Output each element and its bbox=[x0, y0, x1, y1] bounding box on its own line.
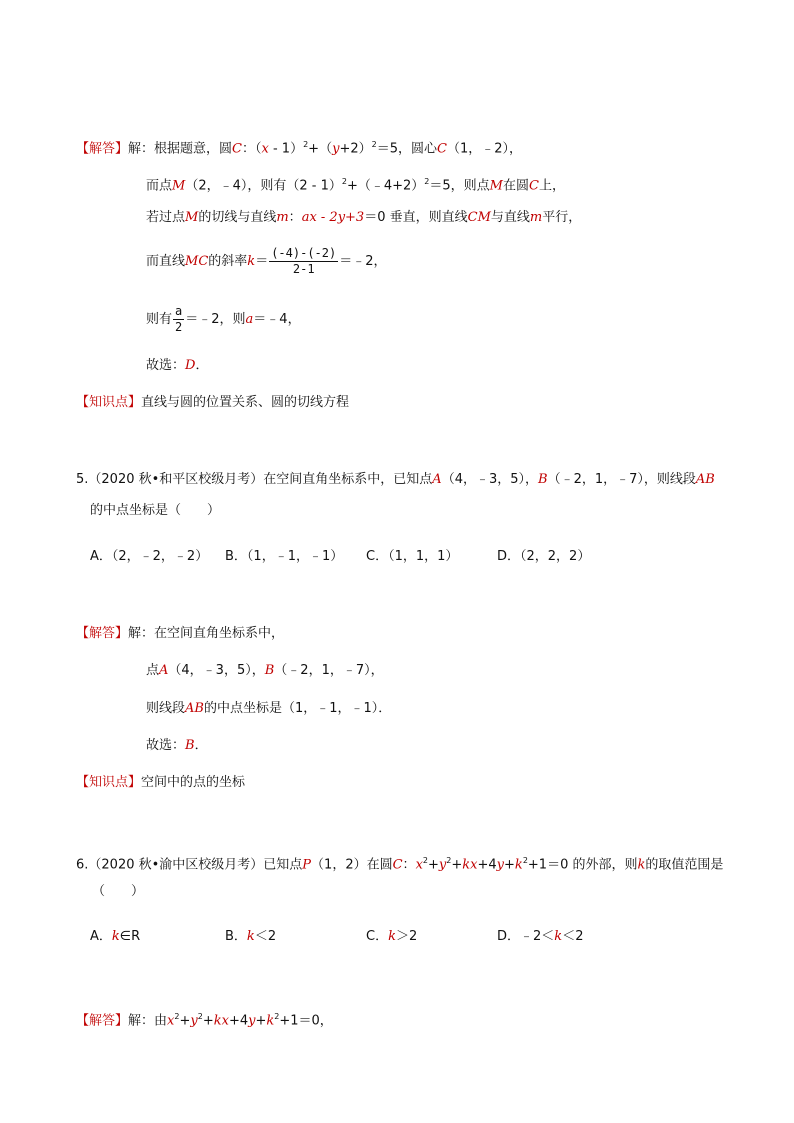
var-M: M bbox=[489, 178, 503, 194]
text: ． bbox=[194, 738, 208, 753]
var-k: k bbox=[514, 857, 523, 873]
var-x: x bbox=[167, 1013, 175, 1029]
var-m: m bbox=[276, 210, 289, 225]
var-y: y bbox=[190, 1013, 198, 1029]
text: + bbox=[179, 1013, 191, 1029]
option-text: ＜2 bbox=[562, 929, 584, 944]
var-k: k bbox=[388, 929, 396, 944]
text: 上， bbox=[538, 178, 565, 194]
var-x: x bbox=[415, 857, 423, 873]
text: ＝ bbox=[255, 254, 269, 269]
superscript: 2 bbox=[371, 140, 377, 149]
text: （1，2）在圆 bbox=[311, 857, 393, 873]
q4-solution-line-4 bbox=[146, 244, 387, 280]
q4-solution-line-3 bbox=[146, 209, 581, 227]
option-label: C． bbox=[366, 929, 389, 944]
q6-option-c bbox=[366, 928, 417, 946]
option-label: B． bbox=[225, 929, 247, 944]
var-m: m bbox=[529, 210, 543, 225]
var-MC: MC bbox=[185, 254, 209, 269]
text: 故选： bbox=[146, 358, 186, 373]
superscript: 2 bbox=[197, 1012, 203, 1021]
var-k: k bbox=[246, 929, 255, 944]
text: ＝0 垂直，则直线 bbox=[364, 210, 468, 225]
q5-option-c: C．（1，1，1） bbox=[366, 549, 459, 564]
var-B: B bbox=[538, 472, 548, 487]
text: +4 bbox=[228, 1013, 249, 1029]
text: 若过点 bbox=[146, 210, 186, 225]
text: + bbox=[451, 857, 463, 873]
text: （2，﹣4），则有（2 - 1） bbox=[185, 178, 342, 194]
text: ： bbox=[288, 210, 302, 225]
superscript: 2 bbox=[274, 1012, 280, 1021]
text: （﹣2，1，﹣7），则线段 bbox=[547, 472, 696, 487]
option-label: D．﹣2＜ bbox=[497, 929, 555, 944]
q5-option-b: B．（1，﹣1，﹣1） bbox=[225, 549, 344, 564]
var-y: y bbox=[248, 1013, 256, 1029]
text: 而直线 bbox=[146, 254, 186, 269]
var-k: k bbox=[247, 254, 256, 269]
var-M: M bbox=[172, 178, 186, 194]
text: 在圆 bbox=[502, 178, 529, 194]
text: ＝5，圆心 bbox=[376, 141, 437, 157]
text: + bbox=[504, 857, 515, 873]
knowledge-point-tag: 【知识点】 bbox=[76, 395, 142, 410]
answer-letter: D bbox=[185, 358, 196, 373]
q6-option-b bbox=[225, 928, 276, 946]
text: 点 bbox=[146, 663, 160, 678]
var-AB: AB bbox=[185, 701, 204, 716]
q4-solution-line-2 bbox=[146, 173, 565, 195]
text: ． bbox=[195, 358, 209, 373]
text: （4，﹣3，5）， bbox=[441, 472, 539, 487]
superscript: 2 bbox=[303, 140, 309, 149]
text: +1＝0 的外部，则 bbox=[527, 857, 638, 873]
text: 而点 bbox=[146, 178, 173, 194]
text: 平行， bbox=[542, 210, 582, 225]
q5-solution-line-1 bbox=[76, 625, 284, 643]
var-A: A bbox=[159, 663, 169, 678]
fraction-numerator: (-4)-(-2) bbox=[271, 246, 337, 260]
var-M: M bbox=[185, 210, 199, 225]
option-label: A． bbox=[90, 929, 112, 944]
fraction-numerator: a bbox=[175, 304, 183, 318]
fraction-denominator: 2-1 bbox=[292, 262, 315, 276]
fraction-denominator: 2 bbox=[175, 320, 183, 334]
knowledge-point-tag: 【知识点】 bbox=[76, 775, 142, 790]
q4-solution-line-5 bbox=[146, 302, 301, 338]
text: ＝﹣4， bbox=[253, 312, 301, 327]
answer-letter: B bbox=[185, 738, 195, 753]
q5-option-a: A．（2，﹣2，﹣2） bbox=[90, 549, 209, 564]
var-y: y bbox=[438, 857, 447, 873]
superscript: 2 bbox=[422, 856, 428, 865]
text: （﹣2，1，﹣7）， bbox=[274, 663, 384, 678]
q4-solution-line-1 bbox=[76, 136, 522, 158]
var-C: C bbox=[529, 178, 539, 194]
q4-solution-line-6 bbox=[146, 357, 208, 375]
var-CM: CM bbox=[467, 210, 491, 225]
option-text: ＞2 bbox=[395, 929, 418, 944]
text: 的中点坐标是（1，﹣1，﹣1）． bbox=[203, 701, 392, 716]
superscript: 2 bbox=[522, 856, 528, 865]
answer-tag: 【解答】 bbox=[76, 626, 129, 641]
q4-knowledge-point bbox=[76, 394, 349, 412]
q6-solution-line-1 bbox=[76, 1008, 333, 1030]
var-k: k bbox=[266, 1013, 275, 1029]
var-C: C bbox=[392, 857, 403, 873]
superscript: 2 bbox=[174, 1012, 180, 1021]
text: +（﹣4+2） bbox=[346, 178, 425, 194]
var-kx: kx bbox=[462, 857, 478, 873]
text: ＝﹣2，则 bbox=[185, 312, 246, 327]
text: ： bbox=[402, 857, 416, 873]
text: ＝5，则点 bbox=[429, 178, 490, 194]
q6-question-line-2 bbox=[92, 883, 144, 901]
text: 的斜率 bbox=[208, 254, 248, 269]
text: 6.（2020 秋•渝中区校级月考）已知点 bbox=[76, 857, 303, 873]
answer-tag: 【解答】 bbox=[76, 141, 129, 157]
text: + bbox=[202, 1013, 214, 1029]
var-AB: AB bbox=[695, 472, 715, 487]
text: +1＝0， bbox=[279, 1013, 333, 1029]
var-P: P bbox=[302, 857, 312, 873]
text: +4 bbox=[477, 857, 497, 873]
text: 5.（2020 秋•和平区校级月考）在空间直角坐标系中，已知点 bbox=[76, 472, 433, 487]
text: 的中点坐标是（ ） bbox=[90, 503, 221, 518]
var-kx: kx bbox=[213, 1013, 229, 1029]
q6-option-a bbox=[90, 928, 140, 946]
var-a: a bbox=[245, 312, 254, 327]
superscript: 2 bbox=[446, 856, 452, 865]
q6-question-line-1 bbox=[76, 852, 723, 874]
text: +2） bbox=[339, 141, 372, 157]
q6-option-d bbox=[497, 928, 583, 946]
answer-tag: 【解答】 bbox=[76, 1013, 129, 1029]
var-y: y bbox=[332, 141, 340, 157]
text: + bbox=[428, 857, 439, 873]
text: 的切线与直线 bbox=[198, 210, 277, 225]
text: 则有 bbox=[146, 312, 173, 327]
knowledge-point-text: 直线与圆的位置关系、圆的切线方程 bbox=[141, 395, 350, 410]
slope-fraction bbox=[269, 246, 338, 277]
text: +（ bbox=[308, 141, 333, 157]
text: - 1） bbox=[268, 141, 304, 157]
text: ＝﹣2， bbox=[339, 254, 387, 269]
text: 解：在空间直角坐标系中， bbox=[128, 626, 285, 641]
text: + bbox=[255, 1013, 267, 1029]
q5-solution-line-3 bbox=[146, 700, 391, 718]
var-x: x bbox=[261, 141, 269, 157]
q5-option-d: D．（2，2，2） bbox=[497, 549, 591, 564]
superscript: 2 bbox=[424, 177, 430, 186]
text: 解：根据题意，圆 bbox=[128, 141, 233, 157]
equation: ax - 2y+3 bbox=[301, 210, 365, 225]
text: ：（ bbox=[241, 141, 262, 157]
q5-knowledge-point bbox=[76, 774, 245, 792]
text: （1，﹣2）， bbox=[446, 141, 522, 157]
text: 解：由 bbox=[128, 1013, 168, 1029]
q5-question-line-2 bbox=[90, 502, 220, 520]
var-k: k bbox=[111, 929, 120, 944]
superscript: 2 bbox=[341, 177, 347, 186]
var-k: k bbox=[637, 857, 646, 873]
var-C: C bbox=[232, 141, 242, 157]
var-k: k bbox=[554, 929, 563, 944]
var-C: C bbox=[436, 141, 447, 157]
text: （ ） bbox=[92, 884, 145, 899]
option-text: ＜2 bbox=[254, 929, 277, 944]
q5-question-line-1 bbox=[76, 471, 715, 489]
option-text: ∈R bbox=[119, 929, 141, 944]
text: 与直线 bbox=[490, 210, 530, 225]
text: 的取值范围是 bbox=[645, 857, 724, 873]
var-A: A bbox=[432, 472, 442, 487]
text: （4，﹣3，5）， bbox=[168, 663, 265, 678]
q5-solution-line-2 bbox=[146, 662, 384, 680]
var-B: B bbox=[264, 663, 275, 678]
knowledge-point-text: 空间中的点的坐标 bbox=[141, 775, 246, 790]
q5-solution-line-4 bbox=[146, 737, 208, 755]
var-y: y bbox=[496, 857, 505, 873]
a-over-2-fraction bbox=[173, 304, 184, 335]
text: 则线段 bbox=[146, 701, 186, 716]
text: 故选： bbox=[146, 738, 186, 753]
